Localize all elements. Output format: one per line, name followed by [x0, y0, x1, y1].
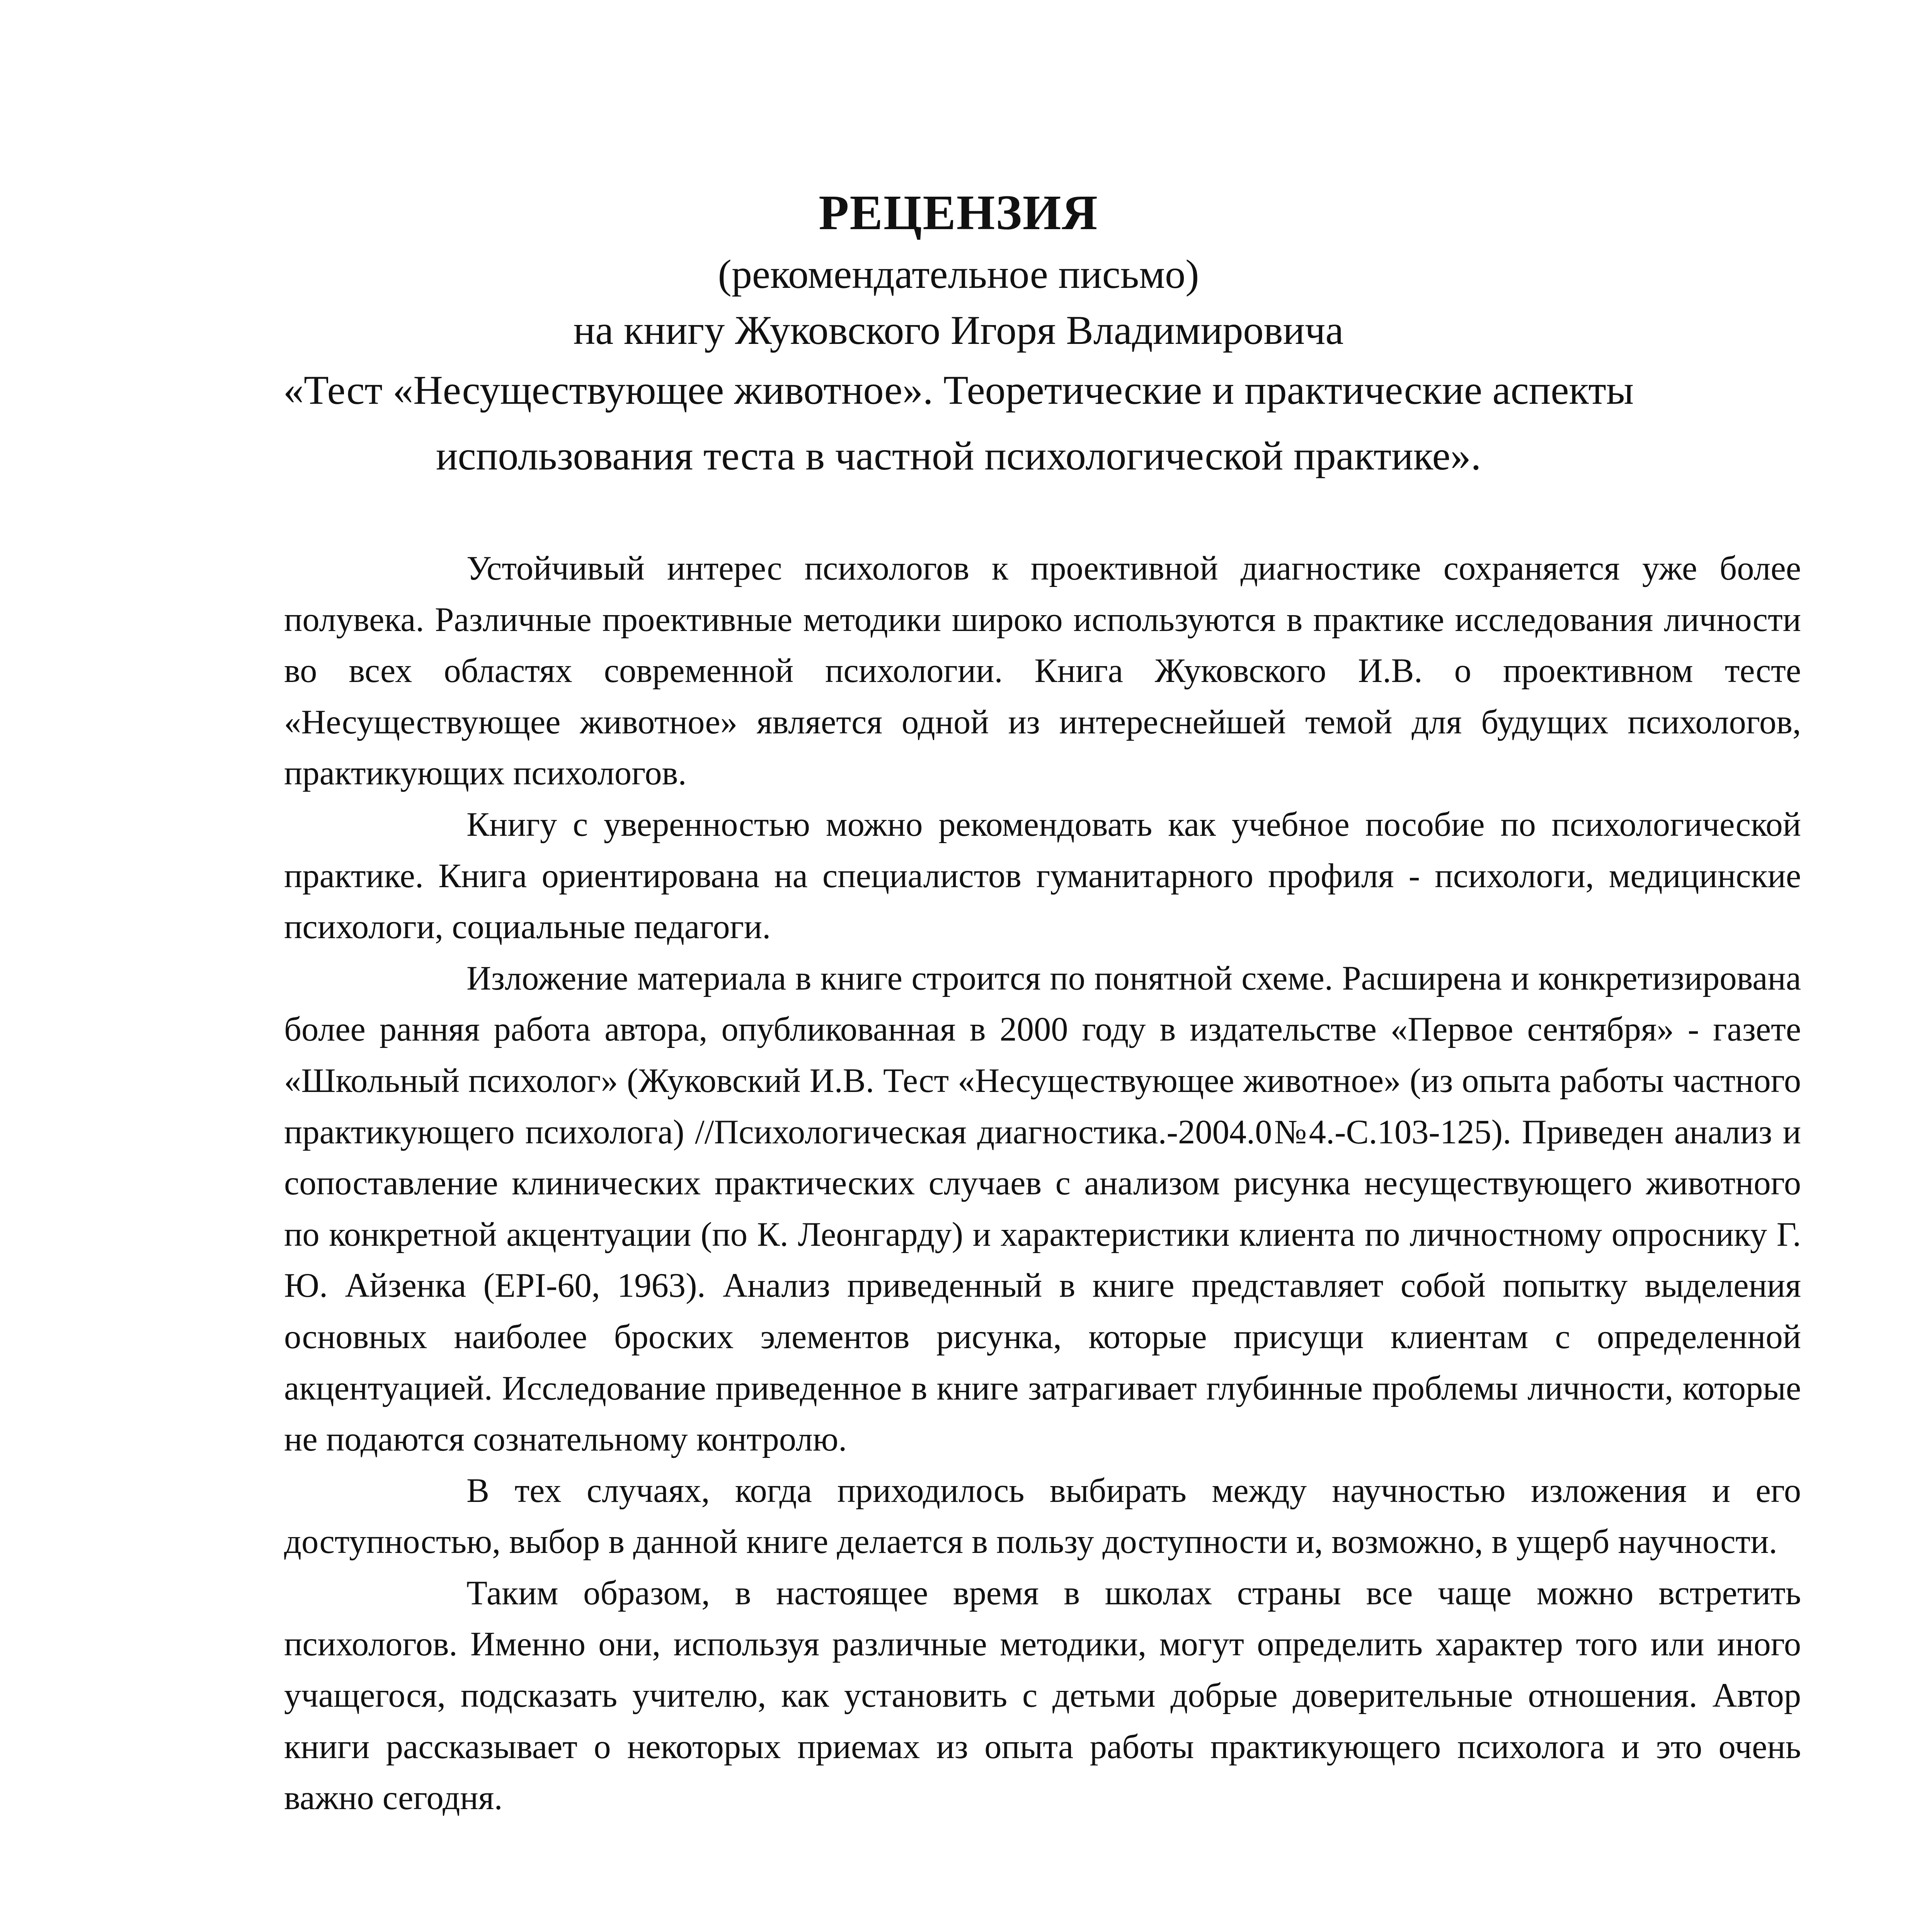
book-title-line: «Тест «Несуществующее животное». Теоретические и практические аспекты: [283, 367, 1634, 413]
review-body: [284, 543, 1801, 1824]
paragraph: В тех случаях, когда приходилось выбирать между научностью изложения и его доступностью, выбор в данной книге делается в пользу доступности и, возможно, в ущерб научности.: [284, 1471, 1801, 1561]
document-subtitle: (рекомендательное письмо): [718, 252, 1199, 297]
paragraph: Книгу с уверенностью можно рекомендовать как учебное пособие по психологической практике. Книга ориентирована на специалистов гуманитарного профиля - психологи, медицинские психологи, социальные педагоги.: [284, 805, 1801, 946]
paragraph: Изложение материала в книге строится по понятной схеме. Расширена и конкретизирована более ранняя работа автора, опубликованная в 2000 году в издательстве «Первое сентября» - газете «Школьный психолог» (Жуковский И.В. Тест «Несуществующее животное» (из опыта работы частного практикующего психолога) //Психологическая диагностика.-2004.0№4.-С.103-125). Приведен анализ и сопоставление клинических практических случаев с анализом рисунка несуществующего животного по конкретной акцентуации (по К. Леонгарду) и характеристики клиента по личностному опроснику Г. Ю. Айзенка (EPI-60, 1963). Анализ приведенный в книге представляет собой попытку выделения основных наиболее броских элементов рисунка, которые присущи клиентам с определенной акцентуацией. Исследование приведенное в книге затрагивает глубинные проблемы личности, которые не подаются сознательному контролю.: [284, 959, 1801, 1459]
paragraph: Таким образом, в настоящее время в школах страны все чаще можно встретить психологов. Именно они, используя различные методики, могут определить характер того или иного учащегося, подсказать учителю, как установить с детьми добрые доверительные отношения. Автор книги рассказывает о некоторых приемах из опыта работы практикующего психолога и это очень важно сегодня.: [284, 1574, 1801, 1817]
document-title: РЕЦЕНЗИЯ: [819, 185, 1098, 240]
book-author-line: на книгу Жуковского Игоря Владимировича: [573, 308, 1344, 353]
paragraph: Устойчивый интерес психологов к проективной диагностике сохраняется уже более полувека. Различные проективные методики широко используются в практике исследования личности во всех областях современной психологии. Книга Жуковского И.В. о проективном тесте «Несуществующее животное» является одной из интереснейшей темой для будущих психологов, практикующих психологов.: [284, 549, 1801, 793]
book-title-line: использования теста в частной психологической практике».: [436, 433, 1481, 478]
